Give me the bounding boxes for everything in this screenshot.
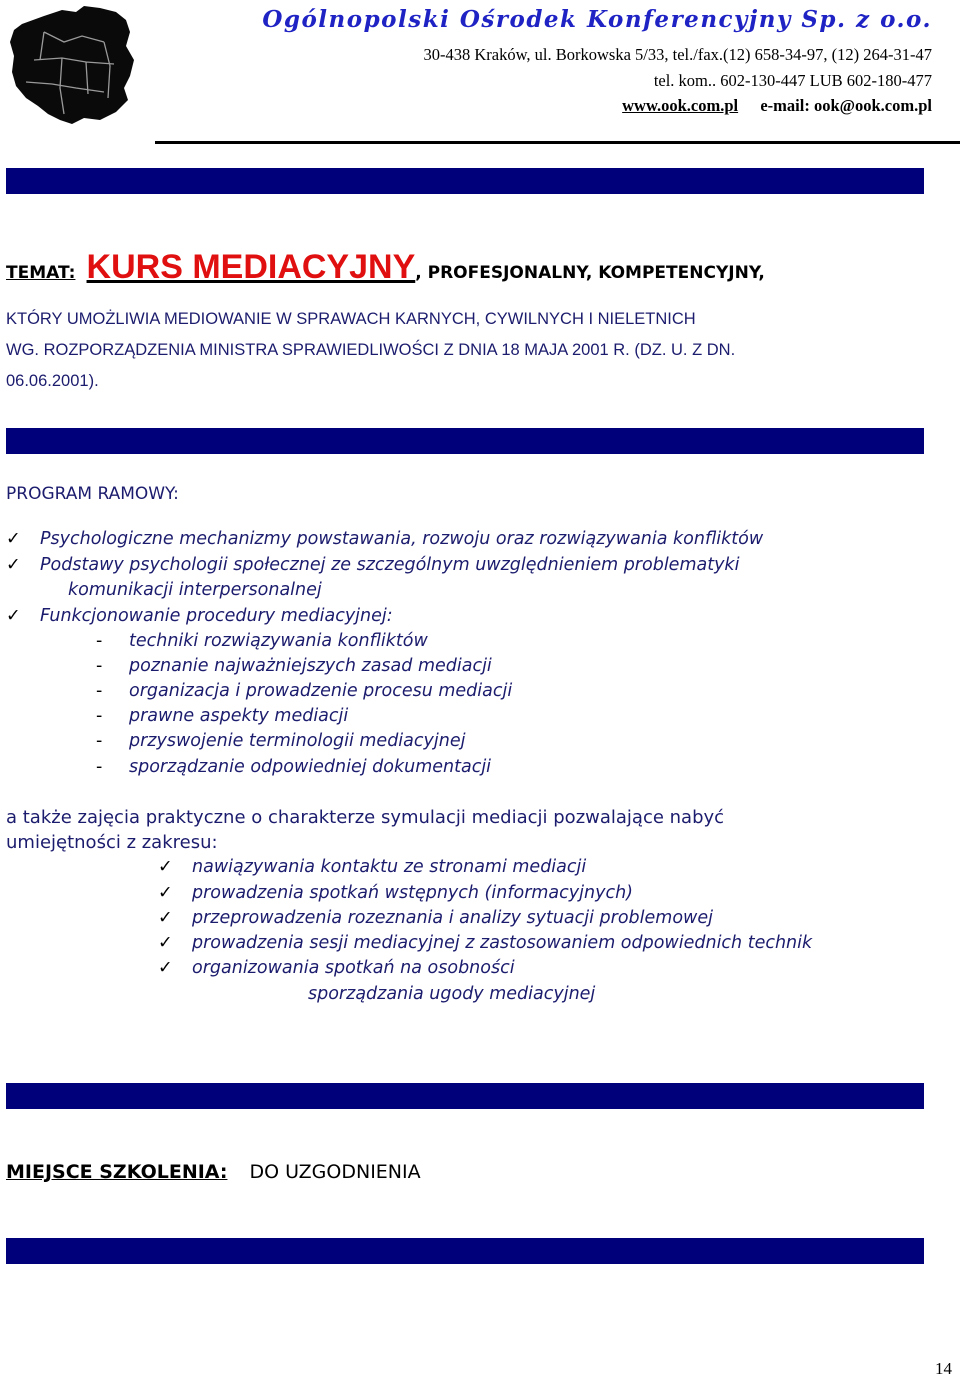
company-name: Ogólnopolski Ośrodek Konferencyjny Sp. z o.o. [262,6,932,33]
skill-item-extra: sporządzania ugody mediacyjnej [308,984,596,1004]
topic-line-2: KTÓRY UMOŻLIWIA MEDIOWANIE W SPRAWACH KARNYCH, CYWILNYCH I NIELETNICH [6,310,696,328]
skill-item: ✓ organizowania spotkań na osobności [158,958,515,978]
check-icon: ✓ [6,529,21,549]
topic-line-4: 06.06.2001). [6,372,99,390]
sub-list-item: - organizacja i prowadzenie procesu mediacji [96,681,513,701]
practical-intro-2: umiejętności z zakresu: [6,832,218,853]
sub-list-item: - techniki rozwiązywania konfliktów [96,631,428,651]
section-band [6,168,924,194]
check-icon: ✓ [158,883,173,903]
course-title-rest: , PROFESJONALNY, KOMPETENCYJNY, [415,263,765,283]
skill-item: ✓ prowadzenia sesji mediacyjnej z zastosowaniem odpowiednich technik [158,933,813,953]
poland-map-icon [4,2,139,130]
company-phones: tel. kom.. 602-130-447 LUB 602-180-477 [653,71,932,90]
program-heading: PROGRAM RAMOWY: [6,484,179,504]
place-label: MIEJSCE SZKOLENIA: [6,1161,228,1183]
skill-item: ✓ przeprowadzenia rozeznania i analizy sytuacji problemowej [158,908,713,928]
topic-line [6,248,765,287]
skill-item: ✓ nawiązywania kontaktu ze stronami mediacji [158,857,587,877]
sub-list-item: - sporządzanie odpowiedniej dokumentacji [96,757,492,777]
email-link[interactable]: e-mail: ook@ook.com.pl [760,96,932,115]
company-contact [622,96,932,116]
sub-list-item: - prawne aspekty mediacji [96,706,349,726]
page-number: 14 [935,1359,952,1378]
list-item: ✓ Podstawy psychologii społecznej ze szczególnym uwzględnieniem problematyki [6,555,740,575]
company-address: 30-438 Kraków, ul. Borkowska 5/33, tel./fax.(12) 658-34-97, (12) 264-31-47 [423,45,932,64]
sub-list-item: - poznanie najważniejszych zasad mediacji [96,656,492,676]
check-icon: ✓ [158,933,173,953]
sub-list-item: - przyswojenie terminologii mediacyjnej [96,731,466,751]
practical-intro: a także zajęcia praktyczne o charakterze symulacji mediacji pozwalające nabyć [6,807,725,828]
section-band [6,428,924,454]
training-place [6,1161,421,1183]
place-value: DO UZGODNIENIA [249,1161,421,1183]
list-item-continuation: komunikacji interpersonalnej [68,580,322,600]
topic-label: TEMAT: [6,263,76,283]
check-icon: ✓ [158,908,173,928]
list-item: ✓ Funkcjonowanie procedury mediacyjnej: [6,606,393,626]
section-band [6,1238,924,1264]
check-icon: ✓ [158,857,173,877]
check-icon: ✓ [6,555,21,575]
skill-item: ✓ prowadzenia spotkań wstępnych (informacyjnych) [158,883,633,903]
check-icon: ✓ [6,606,21,626]
website-link[interactable]: www.ook.com.pl [622,96,739,115]
course-title: KURS MEDIACYJNY [86,248,416,286]
list-item: ✓ Psychologiczne mechanizmy powstawania, rozwoju oraz rozwiązywania konfliktów [6,529,764,549]
header-divider [155,141,960,144]
check-icon: ✓ [158,958,173,978]
section-band [6,1083,924,1109]
topic-line-3: WG. ROZPORZĄDZENIA MINISTRA SPRAWIEDLIWOŚCI Z DNIA 18 MAJA 2001 R. (DZ. U. Z DN. [6,341,736,359]
